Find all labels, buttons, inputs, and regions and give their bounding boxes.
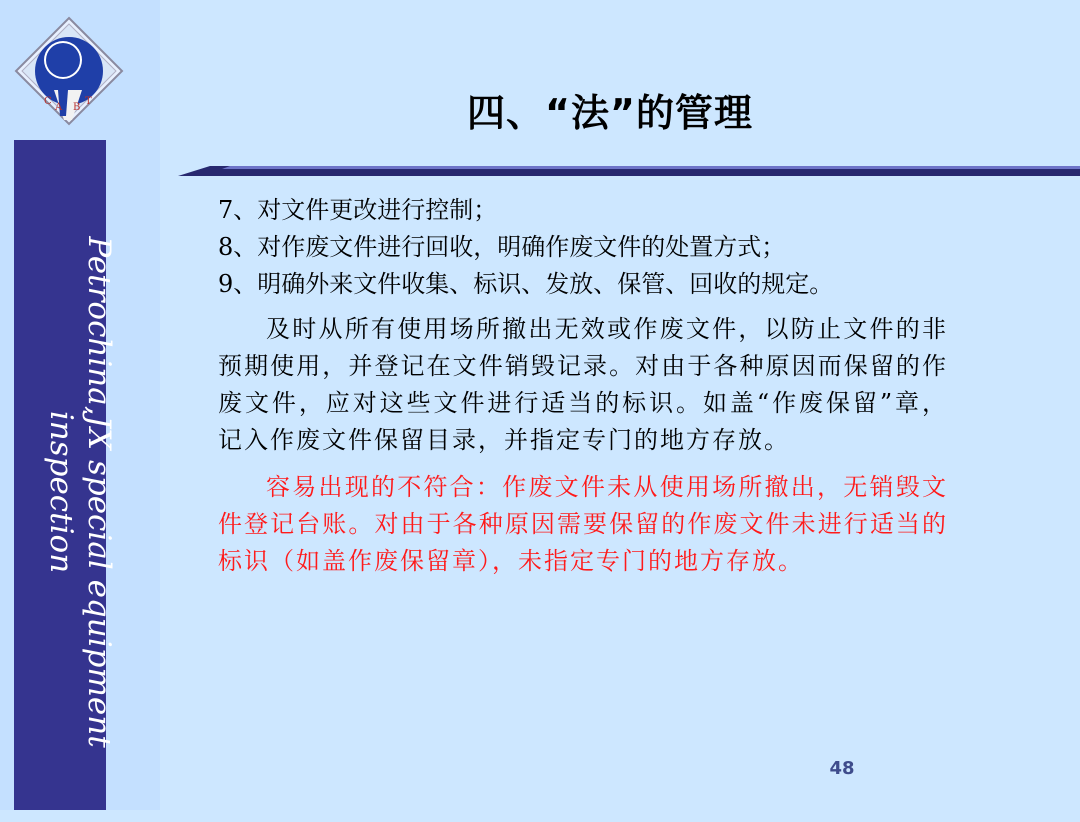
svg-text:B: B bbox=[73, 102, 81, 113]
slide-title: 四、“法”的管理 bbox=[467, 91, 753, 135]
list-item: 7、对文件更改进行控制； bbox=[218, 196, 498, 224]
svg-text:A: A bbox=[55, 102, 63, 113]
explanation-paragraph: 及时从所有使用场所撤出无效或作废文件，以防止文件的非预期使用，并登记在文件销毁记录。对由于各种原因而保留的作废文件，应对这些文件进行适当的标识。如盖“作废保留”章，记入作废文件保留目录，并指定专门的地方存放。 bbox=[218, 315, 948, 454]
sidebar-text: Petrochina,JX special equipment inspection bbox=[43, 236, 117, 748]
slide-body bbox=[218, 192, 948, 580]
sidebar-band bbox=[14, 140, 117, 810]
page-number: 48 bbox=[829, 758, 855, 779]
nonconformity-paragraph: 容易出现的不符合：作废文件未从使用场所撤出，无销毁文件登记台账。对由于各种原因需要保留的作废文件未进行适当的标识（如盖作废保留章），未指定专门的地方存放。 bbox=[218, 473, 948, 575]
svg-text:T: T bbox=[85, 96, 92, 107]
svg-text:C: C bbox=[44, 96, 52, 107]
list-item: 9、明确外来文件收集、标识、发放、保管、回收的规定。 bbox=[218, 270, 834, 298]
requirement-list bbox=[218, 192, 948, 303]
list-item: 8、对作废文件进行回收，明确作废文件的处置方式； bbox=[218, 233, 786, 261]
